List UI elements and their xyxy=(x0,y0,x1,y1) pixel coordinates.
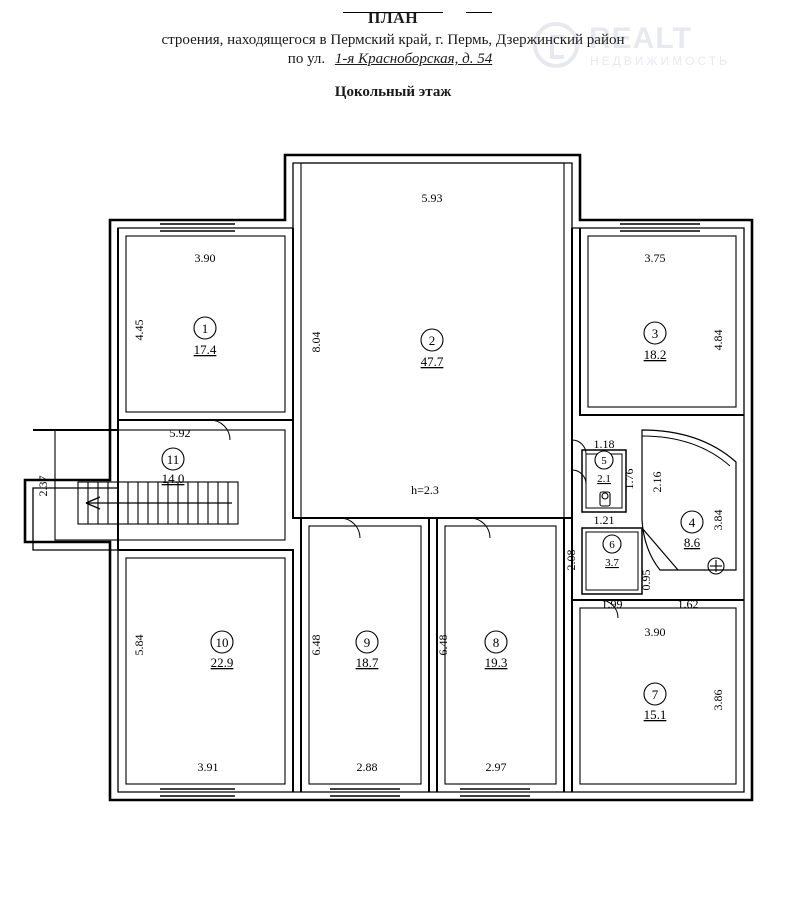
watermark-name: REALT xyxy=(589,22,692,55)
dim-r6-right: 0.95 xyxy=(639,569,653,591)
room-8-number: 8 xyxy=(492,635,500,650)
street-line xyxy=(0,51,786,68)
dim-r6-left: 2.08 xyxy=(564,549,578,571)
room-4-area: 8.6 xyxy=(683,535,701,550)
floor-title: Цокольный этаж xyxy=(334,84,452,100)
dim-r8-left: 6.48 xyxy=(436,634,450,656)
dim-r2-left: 8.04 xyxy=(309,331,323,353)
room-markers xyxy=(162,317,703,722)
dim-r5-right: 1.76 xyxy=(622,468,636,490)
room-4-number: 4 xyxy=(688,515,696,530)
dim-r9-bottom: 2.88 xyxy=(356,760,378,774)
dim-r3-right: 4.84 xyxy=(711,329,725,351)
header-rule-left xyxy=(343,12,443,13)
dim-r10-bottom: 3.91 xyxy=(197,760,219,774)
room-10-walls xyxy=(118,550,293,792)
header-rule-right xyxy=(466,12,492,13)
room-8-area: 19.3 xyxy=(484,655,508,670)
door-arc-5 xyxy=(572,470,586,484)
dim-r5-top: 1.18 xyxy=(593,437,615,451)
ceiling-height-note: h=2.3 xyxy=(411,483,439,497)
outer-wall xyxy=(25,155,752,800)
floor-plan xyxy=(0,130,786,830)
watermark-tagline: НЕДВИЖИМОСТЬ xyxy=(590,54,730,68)
door-arc-4 xyxy=(572,440,586,454)
room-6-number: 6 xyxy=(609,539,615,551)
room-11-area: 14.0 xyxy=(161,471,185,486)
room-4-arc xyxy=(642,436,730,466)
room-6-area: 3.7 xyxy=(605,557,619,569)
dim-r7-diag: 1.62 xyxy=(677,597,699,611)
room-9-number: 9 xyxy=(363,635,371,650)
room-9-area: 18.7 xyxy=(355,655,379,670)
dim-r4-mid: 2.16 xyxy=(650,471,664,493)
room-5-area: 2.1 xyxy=(597,473,611,485)
door-arc-3 xyxy=(470,518,490,538)
room-10-inner xyxy=(126,558,285,784)
room-7-number: 7 xyxy=(651,687,659,702)
room-3-area: 18.2 xyxy=(643,347,667,362)
page-title: ПЛАН xyxy=(367,10,419,27)
dim-r2-top: 5.93 xyxy=(421,191,443,205)
right-block-walls xyxy=(564,430,572,792)
room-2-area: 47.7 xyxy=(420,354,444,369)
room-10-number: 10 xyxy=(215,635,229,650)
room-11-number: 11 xyxy=(166,452,180,467)
page-subtitle: строения, находящегося в Пермский край, г. Пермь, Дзержинский район xyxy=(161,32,625,48)
room-4-diagonal xyxy=(642,528,678,570)
room-1-number: 1 xyxy=(201,321,209,336)
plan-header xyxy=(0,0,786,101)
room-5-number: 5 xyxy=(601,455,607,467)
dim-r9-left: 6.48 xyxy=(309,634,323,656)
dim-r6-bottom: 1.99 xyxy=(601,597,623,611)
dim-r6-top: 1.21 xyxy=(593,513,615,527)
dim-r11-top: 5.92 xyxy=(169,426,191,440)
dim-r1-left: 4.45 xyxy=(132,319,146,341)
room-10-area: 22.9 xyxy=(210,655,234,670)
dim-r10-left: 5.84 xyxy=(132,634,146,656)
room-2-walls xyxy=(293,228,572,518)
street-label: по ул. xyxy=(287,51,326,67)
door-arc-2 xyxy=(340,518,360,538)
room-7-area: 15.1 xyxy=(643,707,667,722)
outer-wall-inner xyxy=(33,163,744,792)
dim-r4-right: 3.84 xyxy=(711,509,725,531)
dim-r1-top: 3.90 xyxy=(194,251,216,265)
street-value: 1-я Красноборская, д. 54 xyxy=(334,51,493,67)
room-1-area: 17.4 xyxy=(193,342,217,357)
room-2-number: 2 xyxy=(428,333,436,348)
dim-r3-top: 3.75 xyxy=(644,251,666,265)
dim-r7-right: 3.86 xyxy=(711,689,725,711)
room-3-number: 3 xyxy=(651,326,659,341)
dim-r8-bottom: 2.97 xyxy=(485,760,507,774)
floor-plan-svg xyxy=(0,130,786,830)
dim-r7-top: 3.90 xyxy=(644,625,666,639)
dim-r11-left: 2.37 xyxy=(36,475,50,497)
